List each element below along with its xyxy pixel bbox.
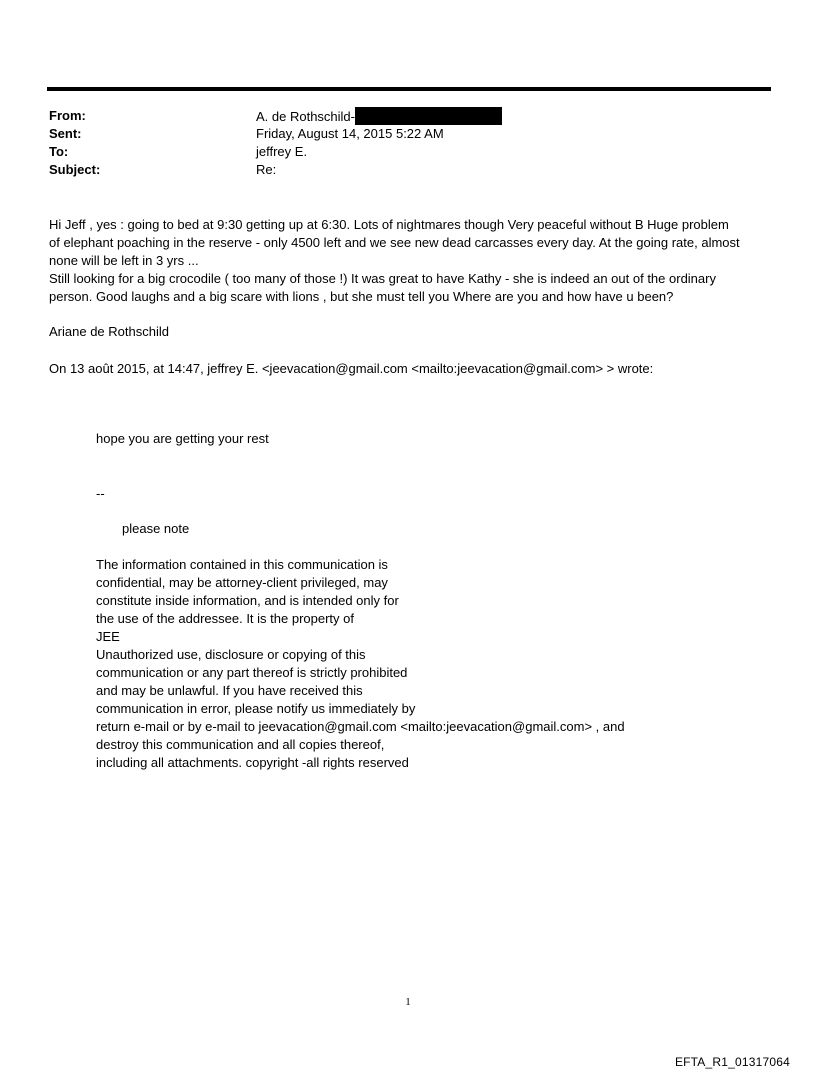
reply-line: person. Good laughs and a big scare with lions , but she must tell you Where are you and how have u been? xyxy=(49,289,674,304)
page-number: 1 xyxy=(405,996,411,1008)
reply-line: none will be left in 3 yrs ... xyxy=(49,253,199,268)
disclaimer-line: confidential, may be attorney-client privileged, may xyxy=(96,575,388,590)
please-note: please note xyxy=(122,521,190,536)
sender-name: A. de Rothschild- xyxy=(256,109,355,124)
reply-line: Hi Jeff , yes : going to bed at 9:30 getting up at 6:30. Lots of nightmares though Very peaceful without B Huge problem xyxy=(49,217,729,232)
from-value xyxy=(256,107,502,126)
reply-paragraph xyxy=(49,216,771,306)
redaction-box xyxy=(355,107,502,125)
subject-value: Re: xyxy=(256,162,277,177)
reply-line: Still looking for a big crocodile ( too many of those !) It was great to have Kathy - she is indeed an out of the ordinary xyxy=(49,271,716,286)
disclaimer-line: the use of the addressee. It is the property of xyxy=(96,611,354,626)
disclaimer-line: Unauthorized use, disclosure or copying of this xyxy=(96,647,366,662)
disclaimer-line: constitute inside information, and is intended only for xyxy=(96,593,399,608)
signature: Ariane de Rothschild xyxy=(49,324,169,339)
disclaimer-line: return e-mail or by e-mail to jeevacation@gmail.com <mailto:jeevacation@gmail.com> , and xyxy=(96,719,625,734)
disclaimer-line: The information contained in this communication is xyxy=(96,557,388,572)
disclaimer-line: destroy this communication and all copies thereof, xyxy=(96,737,385,752)
to-value: jeffrey E. xyxy=(256,144,308,159)
sent-label: Sent: xyxy=(49,126,82,141)
subject-label: Subject: xyxy=(49,162,101,177)
disclaimer-line: and may be unlawful. If you have received this xyxy=(96,683,363,698)
quoted-message: hope you are getting your rest xyxy=(96,431,269,446)
to-label: To: xyxy=(49,144,69,159)
header-rule xyxy=(47,87,771,91)
sent-value: Friday, August 14, 2015 5:22 AM xyxy=(256,126,444,141)
disclaimer-line: including all attachments. copyright -all rights reserved xyxy=(96,755,409,770)
disclaimer-block xyxy=(96,556,696,772)
signature-separator: -- xyxy=(96,486,105,501)
disclaimer-line: JEE xyxy=(96,629,120,644)
reply-line: of elephant poaching in the reserve - only 4500 left and we see new dead carcasses every day. At the going rate, almost xyxy=(49,235,740,250)
quote-intro: On 13 août 2015, at 14:47, jeffrey E. <jeevacation@gmail.com <mailto:jeevacation@gmail.com> > wrote: xyxy=(49,361,654,376)
disclaimer-line: communication in error, please notify us immediately by xyxy=(96,701,416,716)
document-id: EFTA_R1_01317064 xyxy=(674,1055,790,1069)
from-label: From: xyxy=(49,108,86,123)
disclaimer-line: communication or any part thereof is strictly prohibited xyxy=(96,665,408,680)
